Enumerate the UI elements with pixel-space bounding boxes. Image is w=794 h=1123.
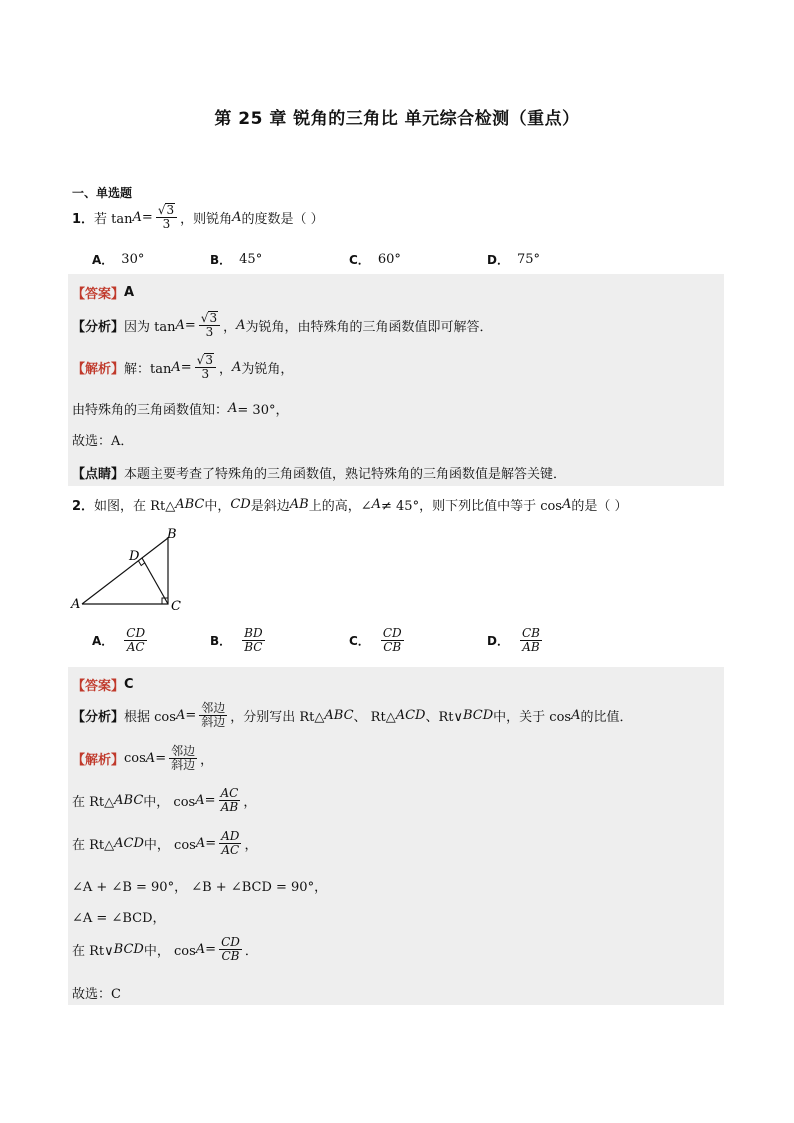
q2-option-b[interactable] bbox=[210, 627, 268, 654]
label-a: A bbox=[71, 597, 81, 612]
altitude-cd bbox=[142, 558, 168, 604]
q1-answer bbox=[72, 283, 134, 302]
denominator: 斜边 bbox=[171, 758, 196, 773]
analysis-tag: 【分析】 bbox=[72, 710, 125, 726]
numerator: 邻边 bbox=[171, 744, 196, 758]
var-a: A bbox=[561, 497, 572, 512]
q1-stem-post: ，则锐角 bbox=[180, 211, 233, 227]
fraction-cd-over-cb bbox=[219, 936, 242, 963]
q2-analysis bbox=[72, 702, 633, 729]
analysis-text: 因为 tan bbox=[124, 319, 176, 335]
analysis-text: ，分别写出 Rt△ bbox=[230, 710, 325, 726]
radicand: 3 bbox=[205, 353, 213, 367]
equals: = bbox=[185, 708, 197, 724]
question-1 bbox=[72, 203, 324, 231]
solution-text: ， bbox=[200, 753, 214, 769]
option-label: C． bbox=[349, 634, 370, 649]
q2-stem: 的是（ ） bbox=[571, 499, 628, 514]
analysis-text: 、Rt∨ bbox=[425, 710, 463, 726]
answer-tag: 【答案】 bbox=[72, 679, 125, 694]
label-b: B bbox=[167, 527, 177, 542]
var-a: A bbox=[232, 209, 242, 225]
var-a: A bbox=[175, 708, 186, 724]
var-a: A bbox=[195, 942, 206, 958]
solution-text: ， bbox=[244, 838, 258, 854]
section-heading: 一、单选题 bbox=[72, 186, 133, 200]
q1-solution-line-3 bbox=[72, 430, 133, 449]
label-c: C bbox=[171, 599, 181, 614]
option-label: A． bbox=[92, 634, 114, 649]
equals: = bbox=[155, 751, 167, 767]
q2-solution-line-4 bbox=[72, 876, 327, 895]
analysis-tag: 【分析】 bbox=[72, 319, 125, 335]
q2-solution-line-6 bbox=[72, 936, 258, 963]
denominator: 3 bbox=[201, 367, 210, 382]
analysis-text: 根据 cos bbox=[124, 710, 176, 726]
denominator: BC bbox=[244, 640, 263, 655]
option-text: 45° bbox=[239, 252, 263, 267]
solution-text: ， bbox=[218, 361, 232, 377]
question-number: 2． bbox=[72, 499, 95, 514]
solution-text: 在 Rt△ bbox=[72, 838, 115, 854]
answer-value: A bbox=[124, 285, 135, 300]
fraction-adjacent-over-hypotenuse bbox=[169, 745, 197, 772]
question-2 bbox=[72, 495, 628, 514]
solution-text: ， bbox=[243, 795, 257, 811]
analysis-text: 、 Rt△ bbox=[353, 710, 396, 726]
option-label: D． bbox=[487, 253, 509, 267]
numerator: √ 3 bbox=[199, 311, 220, 326]
fraction-root3-over-3 bbox=[199, 311, 220, 339]
q1-analysis bbox=[72, 311, 493, 339]
numerator: AD bbox=[221, 829, 240, 843]
denominator: 斜边 bbox=[201, 715, 226, 730]
var-a: A bbox=[371, 497, 381, 512]
var-a: A bbox=[175, 317, 185, 333]
q2-stem: 是斜边 bbox=[250, 499, 290, 514]
q1-stem-pre: 若 tan bbox=[94, 211, 133, 227]
comment-text: 本题主要考查了特殊角的三角函数值，熟记特殊角的三角函数值是解答关键． bbox=[124, 467, 567, 482]
var-a: A bbox=[195, 793, 205, 809]
equals: = bbox=[141, 209, 153, 225]
var-bcd: BCD bbox=[113, 942, 144, 958]
var-a: A bbox=[171, 359, 181, 375]
q2-solution bbox=[72, 745, 213, 772]
var-a: A bbox=[231, 359, 242, 375]
fraction-ac-over-ab bbox=[219, 787, 241, 814]
equals: = bbox=[180, 359, 192, 375]
equals: = bbox=[205, 836, 217, 852]
var-a: A bbox=[132, 209, 142, 225]
var-bcd: BCD bbox=[463, 708, 494, 724]
analysis-text: 为锐角，由特殊角的三角函数值即可解答． bbox=[245, 319, 493, 335]
q2-solution-line-2 bbox=[72, 787, 256, 814]
numerator: CD bbox=[221, 935, 240, 949]
label-d: D bbox=[129, 549, 140, 564]
solution-text: ． bbox=[244, 944, 258, 960]
question-number: 1． bbox=[72, 211, 95, 227]
q2-solution-line-3 bbox=[72, 830, 257, 857]
analysis-text: ， bbox=[223, 319, 237, 335]
q1-option-d[interactable] bbox=[487, 251, 540, 268]
numerator: √ 3 bbox=[156, 203, 177, 218]
option-fraction bbox=[520, 627, 542, 654]
solution-text: ∠A + ∠B = 90°， ∠B + ∠BCD = 90°， bbox=[72, 880, 328, 895]
fraction-root3-over-3 bbox=[195, 353, 216, 381]
equals: = bbox=[205, 942, 217, 958]
numerator: CB bbox=[521, 626, 540, 640]
denominator: AB bbox=[220, 800, 239, 815]
option-fraction bbox=[124, 627, 147, 654]
q2-option-a[interactable] bbox=[92, 627, 150, 654]
option-label: C． bbox=[349, 253, 370, 267]
solution-text: 故选：C bbox=[72, 987, 121, 1002]
solution-text: 中， cos bbox=[143, 795, 196, 811]
q2-solution-line-7 bbox=[72, 983, 121, 1002]
option-text: 60° bbox=[377, 252, 401, 267]
denominator: AC bbox=[126, 640, 145, 655]
q1-comment bbox=[72, 463, 566, 482]
fraction-root3-over-3 bbox=[156, 203, 177, 231]
var-a: A bbox=[236, 317, 246, 333]
fraction-ad-over-ac bbox=[219, 830, 241, 857]
solution-text: 在 Rt∨ bbox=[72, 944, 114, 960]
q1-solution bbox=[72, 353, 293, 381]
solution-text: 由特殊角的三角函数值知： bbox=[72, 403, 229, 418]
equals: = bbox=[184, 317, 196, 333]
answer-tag: 【答案】 bbox=[72, 287, 125, 302]
radicand: 3 bbox=[209, 311, 218, 325]
q1-option-a[interactable] bbox=[92, 251, 144, 268]
option-text: 30° bbox=[121, 252, 145, 267]
var-cd: CD bbox=[230, 497, 251, 512]
triangle-abc bbox=[82, 538, 168, 604]
solution-tag: 【解析】 bbox=[72, 361, 125, 377]
numerator: CD bbox=[382, 626, 402, 640]
var-acd: ACD bbox=[114, 836, 144, 852]
solution-text: = 30°， bbox=[237, 403, 289, 418]
denominator: AC bbox=[221, 843, 240, 858]
numerator: BD bbox=[244, 626, 263, 640]
triangle-figure bbox=[68, 524, 188, 616]
q2-option-c[interactable] bbox=[349, 627, 407, 654]
option-text: 75° bbox=[516, 252, 541, 267]
q2-answer bbox=[72, 675, 134, 694]
q2-stem: 中， bbox=[204, 499, 231, 514]
solution-text: 故选：A． bbox=[72, 434, 134, 449]
var-acd: ACD bbox=[395, 708, 426, 724]
denominator: CB bbox=[221, 949, 240, 964]
denominator: CB bbox=[383, 640, 402, 655]
analysis-text: 中，关于 cos bbox=[493, 710, 572, 726]
fraction-adjacent-over-hypotenuse bbox=[199, 702, 227, 729]
solution-text: cos bbox=[124, 751, 146, 767]
option-label: A． bbox=[92, 253, 114, 267]
option-label: D． bbox=[487, 634, 509, 649]
var-abc: ABC bbox=[175, 497, 205, 512]
q1-option-b[interactable] bbox=[210, 251, 262, 268]
option-fraction bbox=[242, 627, 264, 654]
page-title: 第 25 章 锐角的三角比 单元综合检测（重点） bbox=[214, 109, 580, 129]
solution-text: ∠A = ∠BCD， bbox=[72, 911, 166, 926]
var-abc: ABC bbox=[324, 708, 354, 724]
option-label: B． bbox=[210, 253, 232, 267]
numerator: √ 3 bbox=[195, 353, 216, 368]
analysis-text: 的比值． bbox=[580, 710, 633, 726]
var-a: A bbox=[228, 401, 238, 416]
equals: = bbox=[204, 793, 216, 809]
solution-text: 为锐角， bbox=[241, 361, 294, 377]
answer-value: C bbox=[124, 677, 134, 692]
var-a: A bbox=[195, 836, 206, 852]
denominator: AB bbox=[522, 640, 540, 655]
q1-option-c[interactable] bbox=[349, 251, 401, 268]
solution-text: 解：tan bbox=[124, 361, 172, 377]
q1-stem-post2: 的度数是（ ） bbox=[241, 211, 324, 227]
var-abc: ABC bbox=[114, 793, 144, 809]
var-a: A bbox=[145, 751, 156, 767]
q2-stem: 如图，在 Rt△ bbox=[94, 499, 176, 514]
radicand: 3 bbox=[166, 203, 175, 217]
denominator: 3 bbox=[162, 217, 171, 232]
option-label: B． bbox=[210, 634, 232, 649]
numerator: AC bbox=[220, 786, 239, 800]
numerator: CD bbox=[126, 626, 146, 640]
numerator: 邻边 bbox=[201, 701, 226, 715]
solution-text: 中， cos bbox=[143, 838, 196, 854]
comment-tag: 【点睛】 bbox=[72, 467, 125, 482]
denominator: 3 bbox=[205, 325, 214, 340]
solution-text: 在 Rt△ bbox=[72, 795, 115, 811]
q2-stem: 上的高，∠ bbox=[308, 499, 372, 514]
option-fraction bbox=[381, 627, 404, 654]
var-a: A bbox=[571, 708, 581, 724]
q2-solution-line-5 bbox=[72, 907, 166, 926]
var-ab: AB bbox=[289, 497, 309, 512]
solution-text: 中， cos bbox=[143, 944, 196, 960]
q2-option-d[interactable] bbox=[487, 627, 545, 654]
q1-solution-line-2 bbox=[72, 399, 288, 418]
q2-stem: ≠ 45°，则下列比值中等于 cos bbox=[381, 499, 562, 514]
solution-tag: 【解析】 bbox=[72, 753, 125, 769]
